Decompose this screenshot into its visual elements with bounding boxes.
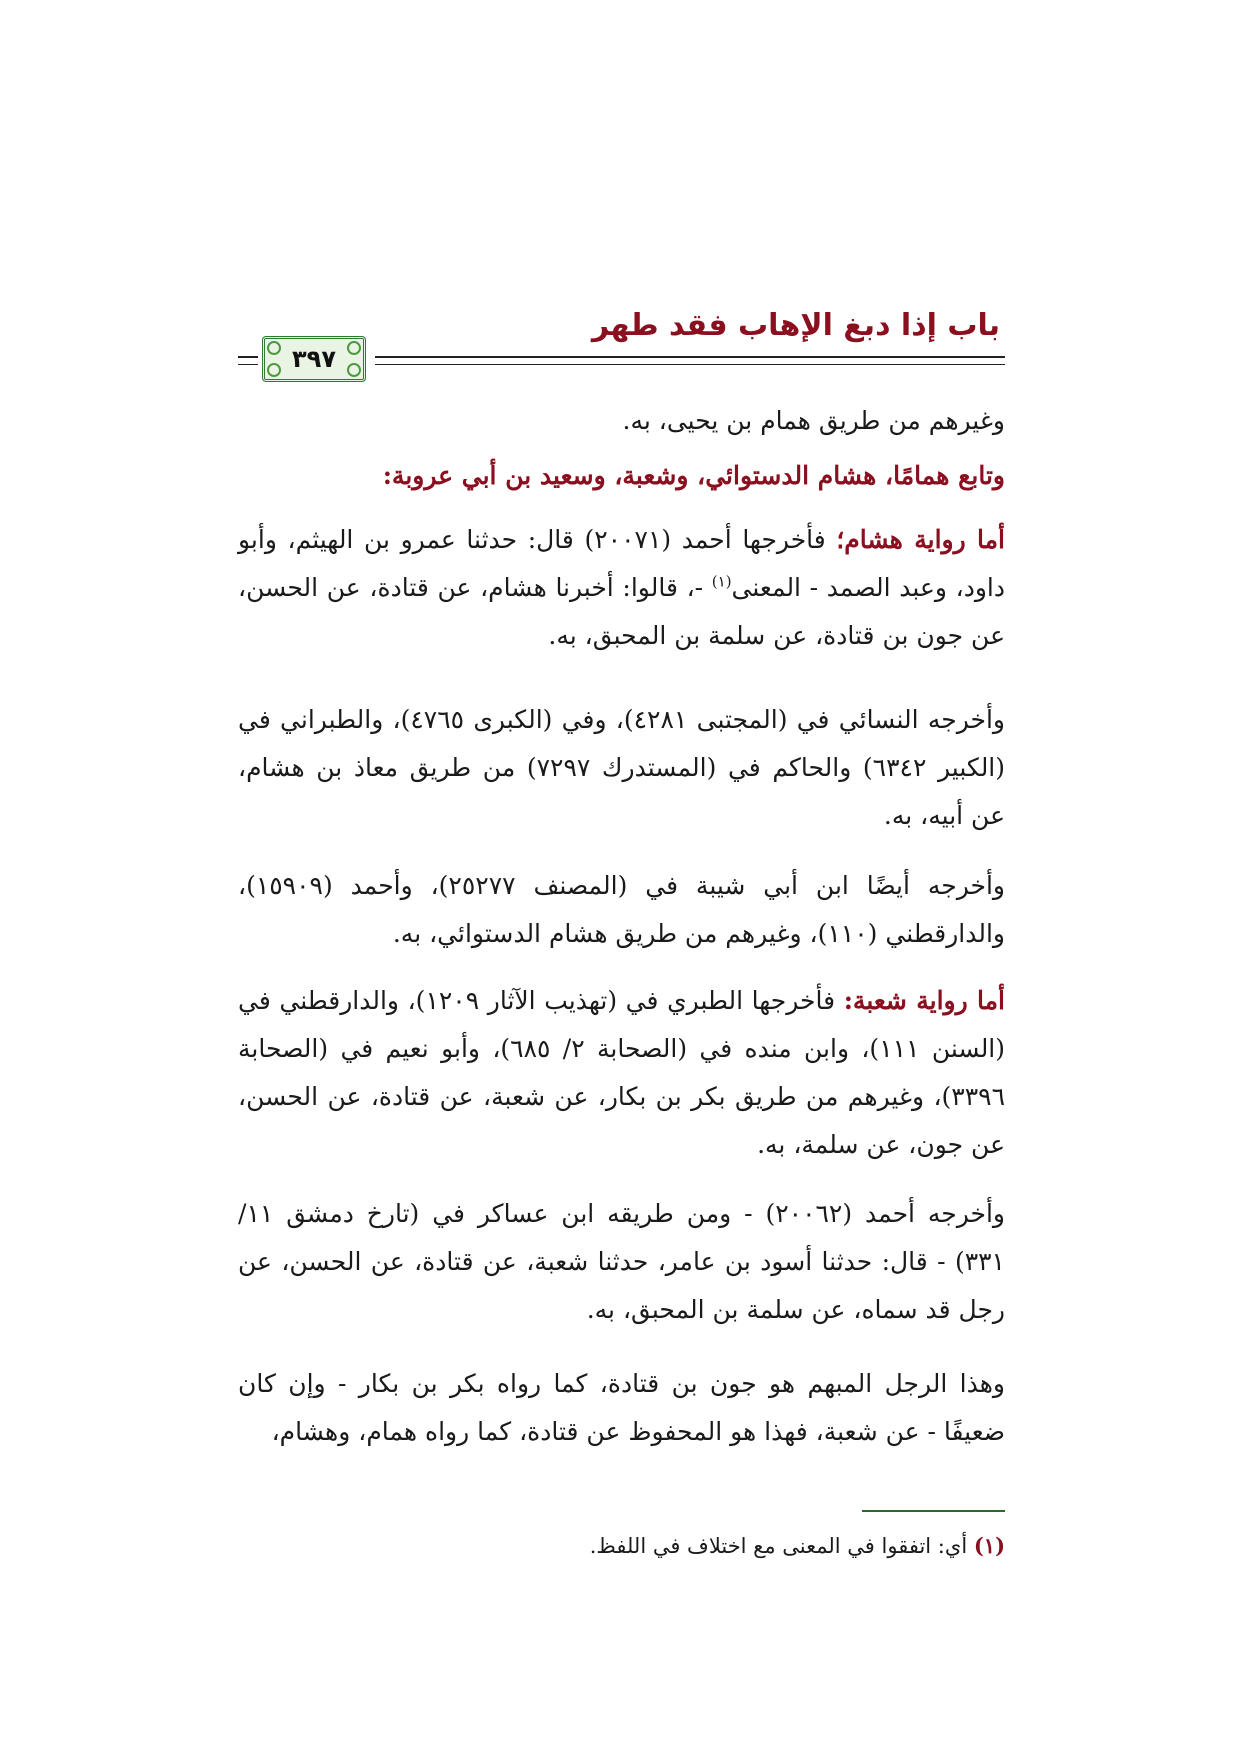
header-rule-thin	[375, 364, 1005, 365]
paragraph-text: وغيرهم من طريق همام بن يحيى، به.	[622, 406, 1005, 435]
paragraph-lead: أما رواية هشام؛	[836, 525, 1005, 554]
footnote-text: أي: اتفقوا في المعنى مع اختلاف في اللفظ.	[589, 1534, 974, 1558]
paragraph-text: -، قالوا: أخبرنا هشام، عن قتادة، عن الحسن، عن جون بن قتادة، عن سلمة بن المحبق، به.	[238, 573, 1005, 650]
ornament-icon	[267, 341, 281, 355]
ornament-icon	[347, 363, 361, 377]
paragraph-6	[238, 1190, 1005, 1334]
heading-text: وتابع همامًا، هشام الدستوائي، وشعبة، وسعيد بن أبي عروبة:	[382, 461, 1005, 490]
paragraph-1	[238, 397, 1005, 445]
chapter-title: باب إذا دبغ الإهاب فقد طهر	[591, 308, 1000, 343]
paragraph-7	[238, 1360, 1005, 1456]
page-number-badge	[262, 336, 366, 382]
paragraph-text: فأخرجها أحمد (٢٠٠٧١) قال: حدثنا عمرو بن الهيثم، وأبو داود، وعبد الصمد - المعنى	[238, 525, 1005, 602]
paragraph-text: وأخرجه أحمد (٢٠٠٦٢) - ومن طريقه ابن عساكر في (تارخ دمشق ١١/ ٣٣١) - قال: حدثنا أسود بن عامر، حدثنا شعبة، عن قتادة، عن الحسن، عن رجل قد سماه، عن سلمة بن المحبق، به.	[238, 1199, 1006, 1324]
footnote	[238, 1528, 1005, 1564]
paragraph-4	[238, 862, 1005, 958]
ornament-icon	[267, 363, 281, 377]
paragraph-text: وأخرجه أيضًا ابن أبي شيبة في (المصنف ٢٥٢٧٧)، وأحمد (١٥٩٠٩)، والدارقطني (١١٠)، وغيرهم من طريق هشام الدستوائي، به.	[238, 871, 1005, 948]
paragraph-3	[238, 696, 1005, 840]
paragraph-2	[238, 516, 1005, 660]
page-number: ٣٩٧	[292, 345, 336, 373]
paragraph-lead: أما رواية شعبة:	[843, 986, 1006, 1015]
footnote-number: (١)	[973, 1533, 1005, 1558]
footnote-separator	[862, 1510, 1005, 1512]
paragraph-text: وهذا الرجل المبهم هو جون بن قتادة، كما رواه بكر بن بكار - وإن كان ضعيفًا - عن شعبة، فهذا هو المحفوظ عن قتادة، كما رواه همام، وهشام،	[238, 1369, 1005, 1446]
ornament-icon	[347, 341, 361, 355]
paragraph-text: فأخرجها الطبري في (تهذيب الآثار ١٢٠٩)، والدارقطني في (السنن ١١١)، وابن منده في (الصحابة ٢/ ٦٨٥)، وأبو نعيم في (الصحابة ٣٣٩٦)، وغيرهم من طريق بكر بن بكار، عن شعبة، عن قتادة، عن الحسن، عن جون، عن سلمة، به.	[238, 986, 1006, 1159]
paragraph-text: وأخرجه النسائي في (المجتبى ٤٢٨١)، وفي (الكبرى ٤٧٦٥)، والطبراني في (الكبير ٦٣٤٢) والحاكم في (المستدرك ٧٢٩٧) من طريق معاذ بن هشام، عن أبيه، به.	[238, 705, 1006, 830]
paragraph-5	[238, 977, 1005, 1169]
header-rule-left-thin	[238, 364, 258, 365]
footnote-ref[interactable]: (١)	[711, 572, 732, 591]
section-heading	[238, 452, 1005, 500]
header-rule-left	[238, 356, 258, 358]
header-rule	[375, 356, 1005, 358]
